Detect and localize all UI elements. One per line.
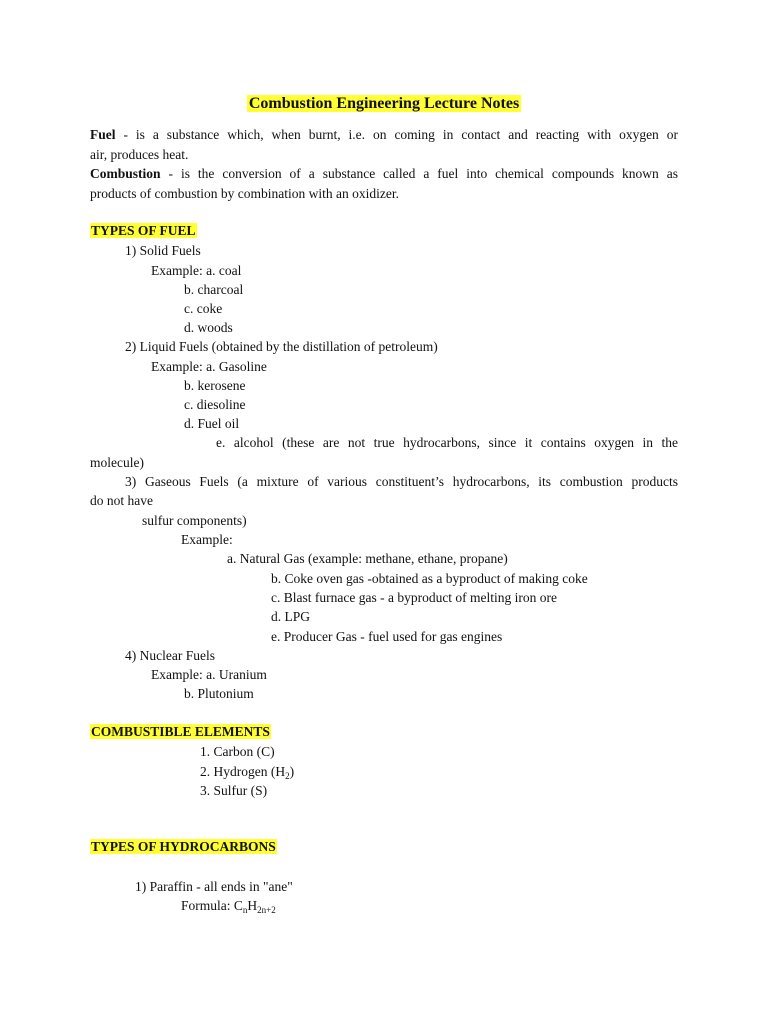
types-of-hydrocarbons-heading: TYPES OF HYDROCARBONS [91, 839, 276, 854]
solid-item: b. charcoal [184, 282, 244, 297]
liquid-item: d. Fuel oil [184, 416, 240, 431]
solid-item: d. woods [184, 320, 233, 335]
gaseous-item: d. LPG [271, 609, 311, 624]
fuel-definition-line1: Fuel - is a substance which, when burnt, i.e. on coming in contact and reacting with oxygen or [90, 127, 679, 142]
liquid-alcohol-line2: molecule) [90, 455, 144, 470]
combustion-definition-line1: Combustion - is the conversion of a substance called a fuel into chemical compounds known as [90, 166, 679, 181]
nuclear-fuels-label: 4) Nuclear Fuels [125, 648, 215, 663]
types-of-fuel-heading: TYPES OF FUEL [91, 223, 196, 238]
gaseous-item-a: a. Natural Gas (example: methane, ethane, propane) [227, 551, 508, 566]
liquid-fuels-label: 2) Liquid Fuels (obtained by the distillation of petroleum) [125, 339, 438, 354]
page-title: Combustion Engineering Lecture Notes [248, 95, 520, 112]
fuel-term: Fuel [90, 127, 116, 142]
combustible-elements-heading: COMBUSTIBLE ELEMENTS [91, 724, 270, 739]
liquid-item: b. kerosene [184, 378, 246, 393]
nuclear-item: b. Plutonium [184, 686, 254, 701]
solid-item: c. coke [184, 301, 223, 316]
gaseous-item: b. Coke oven gas -obtained as a byproduct of making coke [271, 571, 588, 586]
gaseous-fuels-label-line1: 3) Gaseous Fuels (a mixture of various constituent’s hydrocarbons, its combustion products [125, 474, 678, 489]
liquid-example-a: Example: a. Gasoline [151, 359, 267, 374]
element-sulfur: 3. Sulfur (S) [200, 783, 268, 798]
gaseous-item: e. Producer Gas - fuel used for gas engines [271, 629, 503, 644]
paraffin-line: 1) Paraffin - all ends in "ane" [135, 879, 293, 894]
solid-example-a: Example: a. coal [151, 263, 242, 278]
solid-fuels-label: 1) Solid Fuels [125, 243, 201, 258]
element-carbon: 1. Carbon (C) [200, 744, 275, 759]
element-hydrogen: 2. Hydrogen $(H_2)$ [200, 764, 295, 781]
fuel-definition-line2: air, produces heat. [90, 147, 189, 162]
combustion-definition-line2: products of combustion by combination with an oxidizer. [90, 186, 399, 201]
liquid-item: c. diesoline [184, 397, 246, 412]
gaseous-item: c. Blast furnace gas - a byproduct of melting iron ore [271, 590, 558, 605]
gaseous-fuels-label-line3: sulfur components) [142, 513, 247, 528]
liquid-alcohol-line1: e. alcohol (these are not true hydrocarbons, since it contains oxygen in the [216, 435, 678, 450]
paraffin-formula: Formula: $C_nH_{2n+2}$ [181, 898, 276, 915]
gaseous-example: Example: [181, 532, 233, 547]
combustion-term: Combustion [90, 166, 161, 181]
nuclear-example-a: Example: a. Uranium [151, 667, 267, 682]
gaseous-fuels-label-line2: do not have [90, 493, 153, 508]
